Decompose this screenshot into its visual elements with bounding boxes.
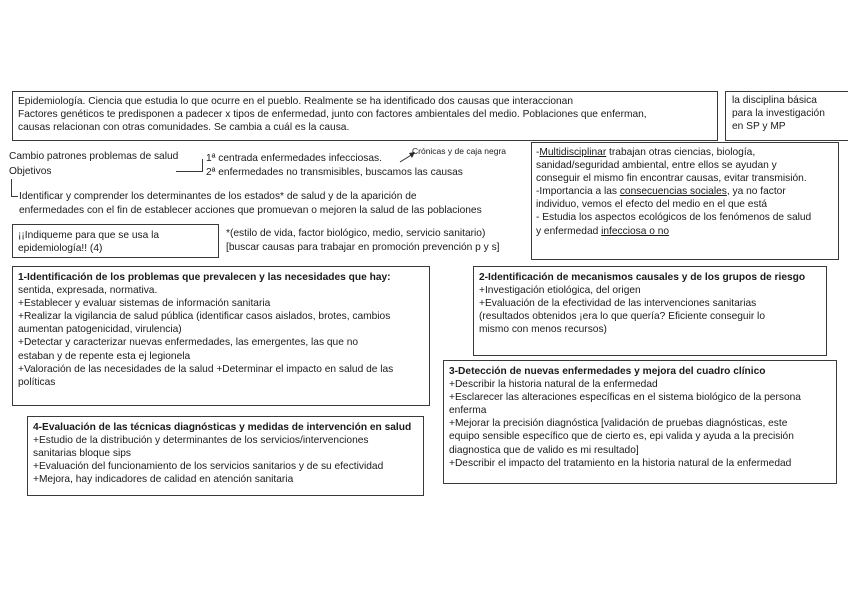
- box-1-line: sentida, expresada, normativa.: [18, 285, 158, 297]
- multi-keyword-infecciosa: infecciosa o no: [601, 225, 670, 237]
- multi-line-6: - Estudia los aspectos ecológicos de los fenómenos de salud: [536, 212, 812, 224]
- multi-keyword-consecuencias: consecuencias sociales: [619, 186, 727, 198]
- box-4-line: +Mejora, hay indicadores de calidad en atención sanitaria: [33, 474, 294, 486]
- side-note: [725, 91, 848, 141]
- multidisciplinar-box: [531, 142, 839, 260]
- intro-line-3: causas relacionan con otras comunidades. Se cambia a cuál es la causa.: [18, 122, 350, 134]
- side-note-line-1: la disciplina básica: [732, 95, 817, 106]
- box-2-line: (resultados obtenidos ¡era lo que quería? Eficiente conseguir lo: [479, 311, 765, 323]
- box-4-title: 4-Evaluación de las técnicas diagnósticas y medidas de intervención en salud: [33, 422, 412, 433]
- box-2-title: 2-Identificación de mecanismos causales y de los grupos de riesgo: [479, 272, 806, 283]
- box-1-line: estaban y de repente esta ej legionela: [18, 350, 191, 362]
- question-box: [12, 224, 219, 258]
- question-line-2: epidemiología!! (4): [18, 243, 103, 255]
- multi-line-4: -Importancia a las consecuencias sociales, ya no factor: [536, 186, 786, 198]
- box-2: [473, 266, 827, 356]
- footnote-line-2: [buscar causas para trabajar en promoción prevención p y s]: [226, 242, 500, 253]
- box-3-line: enferma: [449, 405, 487, 417]
- box-3-line: equipo sensible específico que de cierto es, epi valida y ayuda a la precisión: [449, 431, 794, 443]
- box-2-line: mismo con menos recursos): [479, 324, 607, 336]
- objetivos-connector: [11, 179, 18, 197]
- cambio-item-1: 1ª centrada enfermedades infecciosas.: [206, 153, 382, 164]
- box-1-line: +Establecer y evaluar sistemas de información sanitaria: [18, 298, 271, 310]
- box-3-line: +Mejorar la precisión diagnóstica [validación de pruebas diagnósticas, este: [449, 418, 788, 430]
- cambio-label: Cambio patrones problemas de salud: [9, 151, 179, 162]
- box-2-line: +Investigación etiológica, del origen: [479, 285, 641, 297]
- multi-line-2: sanidad/seguridad ambiental, entre ellos se ayudan y: [536, 160, 777, 172]
- intro-line-2: Factores genéticos te predisponen a padecer x tipos de enfermedad, junto con factores ambientales del medio. Poblaciones que enferman,: [18, 109, 647, 121]
- multi-line-3: conseguir el mismo fin encontrar causas, evitar transmisión.: [536, 173, 807, 185]
- box-4-line: +Evaluación del funcionamiento de los servicios sanitarios y de su efectividad: [33, 461, 384, 473]
- objetivos-line-2: enfermedades con el fin de establecer acciones que promuevan o mejoren la salud de las poblaciones: [19, 205, 482, 216]
- box-1: [12, 266, 430, 406]
- intro-box: [12, 91, 718, 141]
- side-note-line-2: para la investigación: [732, 108, 825, 120]
- box-3-line: +Describir el impacto del tratamiento en la historia natural de la enfermedad: [449, 457, 792, 469]
- box-3-line: diagnostica que de valido es mi resultado]: [449, 444, 639, 456]
- box-1-line: +Detectar y caracterizar nuevas enfermedades, las emergentes, las que no: [18, 337, 359, 349]
- footnote-line-1: *(estilo de vida, factor biológico, medio, servicio sanitario): [226, 228, 486, 239]
- intro-line-1: Epidemiología. Ciencia que estudia lo que ocurre en el pueblo. Realmente se ha identificado dos causas que interaccionan: [18, 96, 574, 107]
- multi-line-5: individuo, vemos el efecto del medio en el que está: [536, 199, 768, 211]
- objetivos-label: Objetivos: [9, 166, 52, 177]
- question-line-1: ¡¡Indiqueme para que se usa la: [18, 230, 160, 241]
- box-1-line: +Valoración de las necesidades de la salud +Determinar el impacto en salud de las: [18, 363, 394, 375]
- box-3-title: 3-Detección de nuevas enfermedades y mejora del cuadro clínico: [449, 366, 766, 377]
- box-1-line: aumentan patogenicidad, virulencia): [18, 324, 182, 336]
- box-4-line: +Estudio de la distribución y determinantes de los servicios/intervenciones: [33, 435, 369, 447]
- box-3-line: +Describir la historia natural de la enfermedad: [449, 379, 658, 391]
- box-1-line: políticas: [18, 376, 56, 388]
- cambio-bracket: [176, 159, 203, 172]
- box-1-title: 1-Identificación de los problemas que prevalecen y las necesidades que hay:: [18, 272, 391, 283]
- multi-keyword-multidisciplinar: Multidisciplinar: [539, 147, 607, 158]
- box-2-line: +Evaluación de la efectividad de las intervenciones sanitarias: [479, 298, 757, 310]
- box-4-line: sanitarias bloque sips: [33, 448, 131, 460]
- side-note-line-3: en SP y MP: [732, 121, 786, 133]
- multi-line-1: -Multidisciplinar trabajan otras ciencias, biología,: [536, 147, 756, 158]
- box-1-line: +Realizar la vigilancia de salud pública (identificar casos aislados, brotes, cambios: [18, 311, 391, 323]
- cambio-arrow-note: Crónicas y de caja negra: [412, 146, 507, 156]
- cambio-item-2: 2ª enfermedades no transmisibles, buscamos las causas: [206, 167, 463, 178]
- box-4: [27, 416, 424, 496]
- box-3: [443, 360, 837, 484]
- box-3-line: +Esclarecer las alteraciones específicas en el sistema biológico de la persona: [449, 392, 801, 404]
- multi-line-7: y enfermedad infecciosa o no: [536, 225, 670, 237]
- objetivos-line-1: Identificar y comprender los determinantes de los estados* de salud y de la aparición de: [19, 191, 417, 202]
